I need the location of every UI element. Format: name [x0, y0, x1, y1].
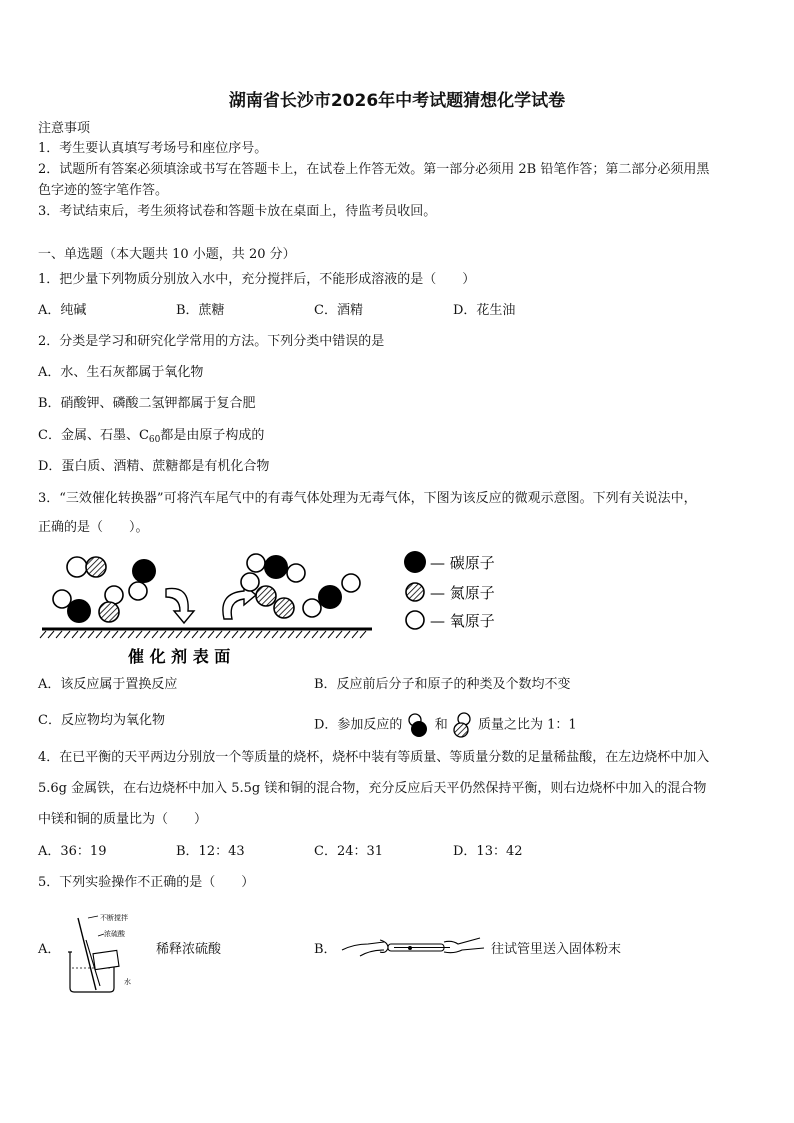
q4-line3: 中镁和铜的质量比为（ ）	[38, 812, 208, 827]
q4-option-c: C．24：31	[314, 844, 384, 859]
q4-line2: 5.6g 金属铁，在右边烧杯中加入 5.5g 镁和铜的混合物，充分反应后天平仍然保持平衡，则右边烧杯中加入的混合物	[38, 781, 707, 796]
carbon-atom	[132, 559, 156, 583]
q2-option-c-prefix: C．金属、石墨、C	[38, 428, 149, 443]
q4-option-b: B．12：43	[176, 844, 245, 859]
nitrogen-atom	[99, 602, 119, 622]
carbon-atom	[264, 555, 288, 579]
q2-option-b: B．硝酸钾、磷酸二氢钾都属于复合肥	[38, 396, 256, 411]
q1-option-c: C．酒精	[314, 303, 363, 318]
section-heading: 一、单选题（本大题共 10 小题，共 20 分）	[38, 247, 296, 262]
catalyst-surface-label: 催 化 剂 表 面	[128, 647, 231, 666]
oxygen-atom	[53, 590, 71, 608]
page-title: 湖南省长沙市2026年中考试题猜想化学试卷	[228, 91, 566, 111]
notice-heading: 注意事项	[38, 121, 91, 136]
co-molecule-icon	[407, 712, 431, 738]
q5-option-a-letter: A．	[38, 942, 61, 957]
q1-stem: 1．把少量下列物质分别放入水中，充分搅拌后，不能形成溶液的是（ ）	[38, 272, 476, 287]
water-label: 水	[124, 978, 131, 986]
notice-item-2-cont: 色字迹的签字笔作答。	[38, 183, 169, 198]
no-molecule-icon	[452, 712, 474, 738]
nitrogen-atom	[256, 586, 276, 606]
notice-item-3: 3．考试结束后，考生须将试卷和答题卡放在桌面上，待监考员收回。	[38, 204, 437, 219]
q5-option-a-text: 稀释浓硫酸	[156, 942, 222, 957]
carbon-atom	[318, 585, 342, 609]
q5-option-b-text: 往试管里送入固体粉末	[491, 942, 622, 957]
q2-stem: 2．分类是学习和研究化学常用的方法。下列分类中错误的是	[38, 334, 385, 349]
q5-stem: 5．下列实验操作不正确的是（ ）	[38, 875, 255, 890]
q3-stem-line2: 正确的是（ ）。	[38, 520, 149, 535]
oxygen-atom	[241, 573, 259, 591]
notice-item-1: 1．考生要认真填写考场号和座位序号。	[38, 141, 268, 156]
reaction-diagram	[38, 545, 518, 670]
q1-option-d: D．花生油	[453, 303, 516, 318]
catalyst-surface-hatching	[40, 631, 366, 638]
q3-option-d-and: 和	[434, 717, 448, 733]
test-tube-powder-figure	[340, 930, 486, 964]
q2-option-c-suffix: 都是由原子构成的	[160, 428, 265, 443]
q4-line1: 4．在已平衡的天平两边分别放一个等质量的烧杯，烧杯中装有等质量、等质量分数的足量稀盐酸，在左边烧杯中加入	[38, 750, 710, 765]
q3-option-d	[314, 712, 577, 738]
oxygen-atom	[287, 564, 305, 582]
oxygen-atom	[129, 582, 147, 600]
q3-option-d-suffix: 质量之比为 1：1	[478, 717, 577, 733]
legend-oxygen-label: — 氧原子	[430, 612, 495, 630]
q3-option-d-prefix: D．参加反应的	[314, 717, 403, 733]
q3-option-c: C．反应物均为氧化物	[38, 713, 165, 728]
q2-option-d: D．蛋白质、酒精、蔗糖都是有机化合物	[38, 459, 270, 474]
q1-option-b: B．蔗糖	[176, 303, 225, 318]
q3-option-b: B．反应前后分子和原子的种类及个数均不变	[314, 677, 571, 692]
stir-label: 不断搅拌	[100, 914, 128, 922]
carbon-atom	[67, 599, 91, 623]
legend-nitrogen-label: — 氮原子	[430, 584, 495, 602]
oxygen-atom	[342, 574, 360, 592]
q5-option-b-letter: B．	[314, 942, 337, 957]
q2-option-a: A．水、生石灰都属于氧化物	[38, 365, 204, 380]
molecule-co-1	[67, 557, 106, 577]
notice-item-2: 2．试题所有答案必须填涂或书写在答题卡上，在试卷上作答无效。第一部分必须用 2B 铅笔作答；第二部分必须用黑	[38, 162, 710, 177]
oxygen-atom	[247, 554, 265, 572]
nitrogen-atom	[274, 598, 294, 618]
arrow-down-icon	[166, 588, 194, 623]
oxygen-atom	[303, 599, 321, 617]
q2-option-c	[38, 427, 264, 449]
dilute-acid-figure	[64, 912, 156, 994]
q4-option-d: D．13：42	[453, 844, 523, 859]
q3-option-a: A．该反应属于置换反应	[38, 677, 178, 692]
q3-stem-line1: 3．“三效催化转换器”可将汽车尾气中的有毒气体处理为无毒气体，下图为该反应的微观示意图。下列有关说法中，	[38, 491, 697, 506]
legend-carbon-icon	[404, 551, 426, 573]
q4-option-a: A．36：19	[38, 844, 107, 859]
oxygen-atom	[67, 557, 87, 577]
q1-option-a: A．纯碱	[38, 303, 87, 318]
legend-nitrogen-icon	[406, 583, 424, 601]
acid-label: 浓硫酸	[104, 930, 125, 938]
legend-carbon-label: — 碳原子	[430, 554, 495, 572]
q2-option-c-subscript: 60	[148, 435, 161, 445]
legend-oxygen-icon	[406, 611, 424, 629]
nitrogen-atom	[86, 557, 106, 577]
